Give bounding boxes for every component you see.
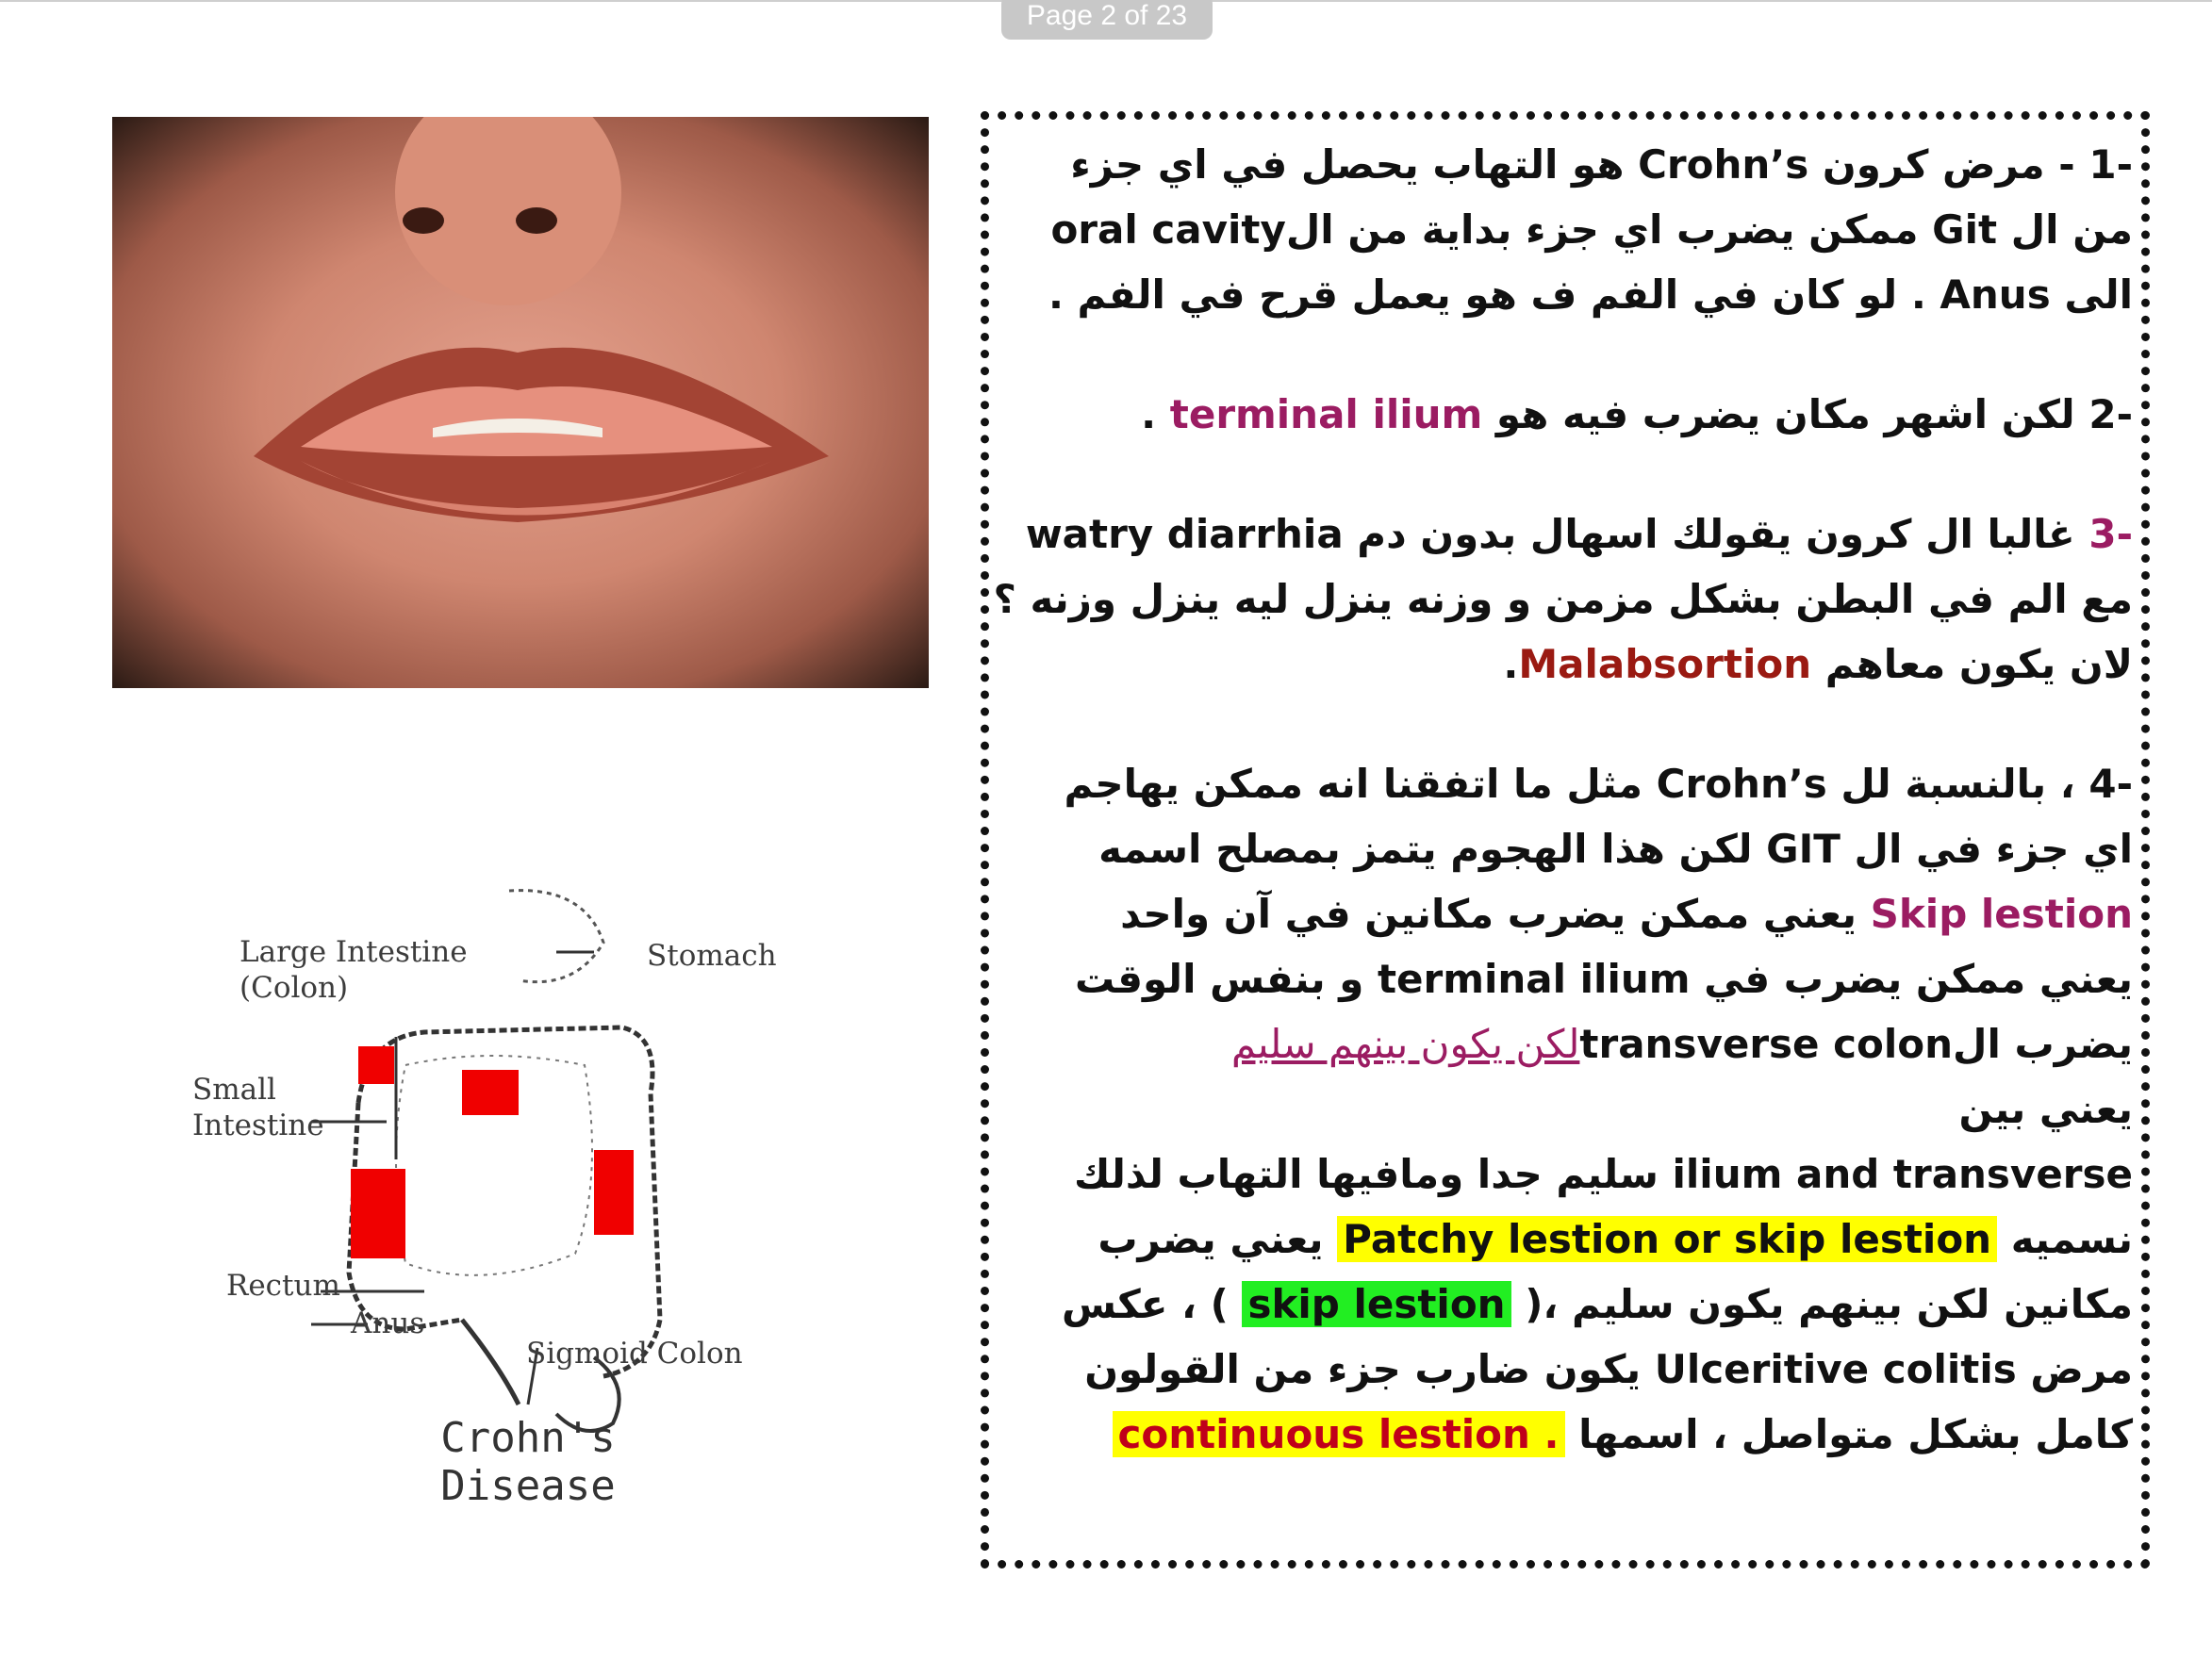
label-anus: Anus [351,1306,425,1340]
diagram-caption: Crohn's Disease [440,1414,616,1510]
note-1-line-3: الى Anus . لو كان في الفم ف هو يعمل قرح في الفم . [1048,271,2133,318]
note-1-line-1: -1 - مرض كرون Crohn’s هو التهاب يحصل في اي جزء [1070,141,2133,188]
mouth-photo [112,117,929,688]
note-4-line-11: كامل بشكل متواصل ، اسمها continuous lestion . [990,1402,2133,1467]
note-4-line-9: مكانين لكن بينهم يكون سليم ،( skip lestion ) ، عكس [1061,1281,2133,1327]
label-large-intestine: Large Intestine [239,935,468,969]
note-1-line-2: من ال Git ممكن يضرب اي جزء بداية من الoral cavity [1050,206,2133,253]
note-4-line-1: -4 ، بالنسبة لل Crohn’s مثل ما اتفقنا انه ممكن يهاجم [1064,761,2133,807]
note-4-line-2: اي جزء في ال GIT لكن هذا الهجوم يتمز بمصلح اسمه [1098,826,2133,872]
label-stomach: Stomach [647,939,777,973]
note-4-line-5: يضرب الtransverse colonلكن يكون بينهم سليم [1230,1021,2133,1067]
note-4-line-3: Skip lestion يعني ممكن يضرب مكانين في آن واحد [1120,891,2133,937]
notes-text [990,132,2133,1467]
label-rectum: Rectum [226,1269,340,1303]
note-4-line-7: ilium and transverse سليم جدا ومافيها التهاب لذلك [1073,1151,2133,1197]
label-sigmoid-colon: Sigmoid Colon [526,1337,743,1371]
label-small: Small [192,1073,276,1107]
note-3-line-3: لان يكون معاهم Malabsortion. [1503,641,2133,687]
note-4-line-10: مرض Ulceritive colitis يكون ضارب جزء من القولون [1084,1346,2133,1392]
note-3-line-2: مع الم في البطن بشكل مزمن و وزنه ينزل ليه ينزل وزنه ؟ [993,576,2133,622]
label-intestine: Intestine [192,1109,324,1142]
note-4-line-4: يعني ممكن يضرب في terminal ilium و بنفس الوقت [1075,956,2133,1002]
note-3-line-1: -3 غالبا ال كرون يقولك اسهال بدون دم watry diarrhia [1025,511,2133,557]
note-2-line-1: -2 لكن اشهر مكان يضرب فيه هو terminal ilium . [1141,391,2133,437]
note-4-line-6: يعني بين [1958,1086,2133,1132]
note-4-line-8: نسميه Patchy lestion or skip lestion يعني يضرب [1098,1216,2133,1262]
page-indicator: Page 2 of 23 [1001,0,1213,40]
label-colon: (Colon) [239,971,349,1005]
